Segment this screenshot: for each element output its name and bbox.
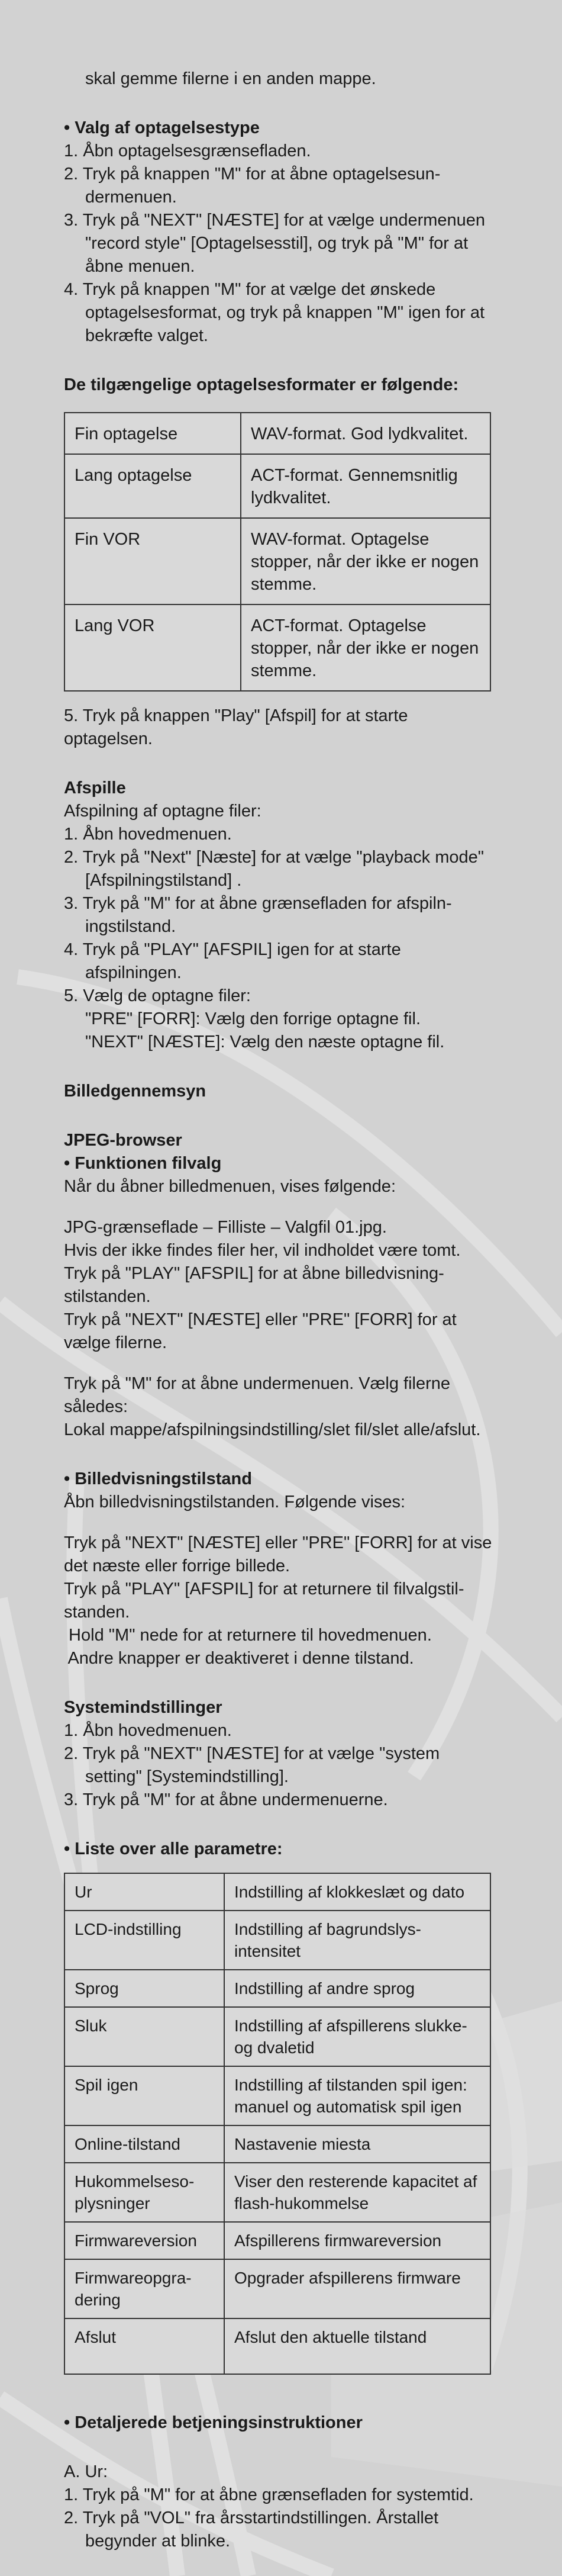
system-settings-heading: Systemindstillinger xyxy=(64,1698,222,1717)
recording-step-1: 1. Åbn optagelsesgrænsefladen. xyxy=(64,141,311,160)
parameters-heading: • Liste over alle parametre: xyxy=(64,1839,283,1858)
recording-step-4: 4. Tryk på knappen "M" for at vælge det ønskede optagelsesformat, og tryk på knappen "M" igen for at bekræfte valget. xyxy=(64,280,485,345)
recording-formats-table xyxy=(64,412,491,692)
playback-step-4: 4. Tryk på "PLAY" [AFSPIL] igen for at starte afspilningen. xyxy=(64,940,401,982)
format-description: WAV-format. God lydkvalitet. xyxy=(241,413,490,454)
param-name: Online-tilstand xyxy=(64,2125,224,2163)
image-view-heading: • Billedvisningstilstand xyxy=(64,1469,252,1488)
table-row xyxy=(64,2222,490,2259)
file-select-line: JPG-grænseflade – Filliste – Valgfil 01.jpg. xyxy=(64,1218,387,1237)
playback-step-3: 3. Tryk på "M" for at åbne grænsefladen for afspiln-ingstilstand. xyxy=(64,894,452,936)
table-row xyxy=(64,518,490,604)
param-name: Afslut xyxy=(64,2318,224,2374)
recording-step-5: 5. Tryk på knappen "Play" [Afspil] for at starte optagelsen. xyxy=(64,706,408,748)
file-select-line: Lokal mappe/afspilningsindstilling/slet fil/slet alle/afslut. xyxy=(64,1420,481,1439)
table-row xyxy=(64,604,490,691)
image-view-line: Tryk på "NEXT" [NÆSTE] eller "PRE" [FORR] for at vise det næste eller forrige billede. xyxy=(64,1533,492,1575)
playback-heading: Afspille xyxy=(64,779,126,797)
file-select-line: Når du åbner billedmenuen, vises følgende: xyxy=(64,1177,396,1196)
image-view-line: Andre knapper er deaktiveret i denne tilstand. xyxy=(64,1649,414,1668)
param-description: Viser den resterende kapacitet af flash-hukommelse xyxy=(224,2163,490,2222)
playback-intro: Afspilning af optagne filer: xyxy=(64,802,261,821)
recording-type-heading: • Valg af optagelsestype xyxy=(64,118,260,137)
table-row xyxy=(64,2125,490,2163)
format-name: Lang optagelse xyxy=(64,454,241,518)
param-name: Ur xyxy=(64,1873,224,1911)
playback-step-1: 1. Åbn hovedmenuen. xyxy=(64,825,232,844)
format-description: WAV-format. Optagelse stopper, når der ikke er nogen stemme. xyxy=(241,518,490,604)
param-name: Sprog xyxy=(64,1970,224,2007)
format-name: Fin optagelse xyxy=(64,413,241,454)
file-select-heading: • Funktionen filvalg xyxy=(64,1154,222,1173)
table-row xyxy=(64,2066,490,2125)
settings-step-3: 3. Tryk på "M" for at åbne undermenuerne. xyxy=(64,1790,388,1809)
images-heading: Billedgennemsyn xyxy=(64,1082,206,1101)
playback-sub-pre: "PRE" [FORR]: Vælg den forrige optagne fil. xyxy=(85,1009,421,1028)
clock-subheading: A. Ur: xyxy=(64,2462,108,2481)
jpeg-browser-heading: JPEG-browser xyxy=(64,1131,182,1150)
parameters-table xyxy=(64,1873,491,2375)
table-row xyxy=(64,2163,490,2222)
param-description: Indstilling af andre sprog xyxy=(224,1970,490,2007)
settings-step-2: 2. Tryk på "NEXT" [NÆSTE] for at vælge "system setting" [Systemindstilling]. xyxy=(64,1744,440,1786)
table-row xyxy=(64,2259,490,2318)
clock-step-2: 2. Tryk på "VOL" fra årsstartindstillingen. Årstallet begynder at blinke. xyxy=(64,2509,439,2551)
param-name: Firmwareversion xyxy=(64,2222,224,2259)
recording-step-2: 2. Tryk på knappen "M" for at åbne optagelsesun-dermenuen. xyxy=(64,165,441,207)
format-description: ACT-format. Optagelse stopper, når der ikke er nogen stemme. xyxy=(241,604,490,691)
param-description: Indstilling af bagrundslys-intensitet xyxy=(224,1911,490,1970)
playback-step-2: 2. Tryk på "Next" [Næste] for at vælge "playback mode" [Afspilningstilstand] . xyxy=(64,848,485,890)
table-row xyxy=(64,1873,490,1911)
param-name: Hukommelseso-plysninger xyxy=(64,2163,224,2222)
table-row xyxy=(64,413,490,454)
image-view-line: Åbn billedvisningstilstanden. Følgende vises: xyxy=(64,1493,406,1511)
table-row xyxy=(64,1911,490,1970)
image-view-line: Tryk på "PLAY" [AFSPIL] for at returnere til filvalgstil-standen. xyxy=(64,1580,464,1622)
format-name: Lang VOR xyxy=(64,604,241,691)
file-select-line: Hvis der ikke findes filer her, vil indholdet være tomt. xyxy=(64,1241,461,1260)
playback-sub-next: "NEXT" [NÆSTE]: Vælg den næste optagne fil. xyxy=(85,1033,445,1051)
param-name: Firmwareopgra-dering xyxy=(64,2259,224,2318)
intro-continuation: skal gemme filerne i en anden mappe. xyxy=(85,69,376,88)
playback-step-5: 5. Vælg de optagne filer: xyxy=(64,986,251,1005)
param-description: Afspillerens firmwareversion xyxy=(224,2222,490,2259)
table-row xyxy=(64,454,490,518)
table-row xyxy=(64,2318,490,2374)
param-description: Indstilling af tilstanden spil igen: manuel og automatisk spil igen xyxy=(224,2066,490,2125)
param-description: Opgrader afspillerens firmware xyxy=(224,2259,490,2318)
file-select-line: Tryk på "M" for at åbne undermenuen. Vælg filerne således: xyxy=(64,1374,451,1416)
format-description: ACT-format. Gennemsnitlig lydkvalitet. xyxy=(241,454,490,518)
table-row xyxy=(64,2007,490,2066)
recording-step-3: 3. Tryk på "NEXT" [NÆSTE] for at vælge undermenuen "record style" [Optagelsesstil], og tryk på "M" for at åbne menuen. xyxy=(64,211,486,276)
format-name: Fin VOR xyxy=(64,518,241,604)
table-row xyxy=(64,1970,490,2007)
file-select-line: Tryk på "NEXT" [NÆSTE] eller "PRE" [FORR] for at vælge filerne. xyxy=(64,1310,457,1352)
param-name: Sluk xyxy=(64,2007,224,2066)
image-view-line: Hold "M" nede for at returnere til hovedmenuen. xyxy=(64,1626,432,1645)
settings-step-1: 1. Åbn hovedmenuen. xyxy=(64,1721,232,1740)
formats-heading: De tilgængelige optagelsesformater er følgende: xyxy=(64,375,459,394)
param-description: Afslut den aktuelle tilstand xyxy=(224,2318,490,2374)
param-description: Indstilling af klokkeslæt og dato xyxy=(224,1873,490,1911)
param-description: Nastavenie miesta xyxy=(224,2125,490,2163)
detailed-instructions-heading: • Detaljerede betjeningsinstruktioner xyxy=(64,2413,363,2432)
file-select-line: Tryk på "PLAY" [AFSPIL] for at åbne billedvisning-stilstanden. xyxy=(64,1264,444,1306)
clock-step-1: 1. Tryk på "M" for at åbne grænsefladen for systemtid. xyxy=(64,2485,474,2504)
param-description: Indstilling af afspillerens slukke- og dvaletid xyxy=(224,2007,490,2066)
param-name: LCD-indstilling xyxy=(64,1911,224,1970)
param-name: Spil igen xyxy=(64,2066,224,2125)
